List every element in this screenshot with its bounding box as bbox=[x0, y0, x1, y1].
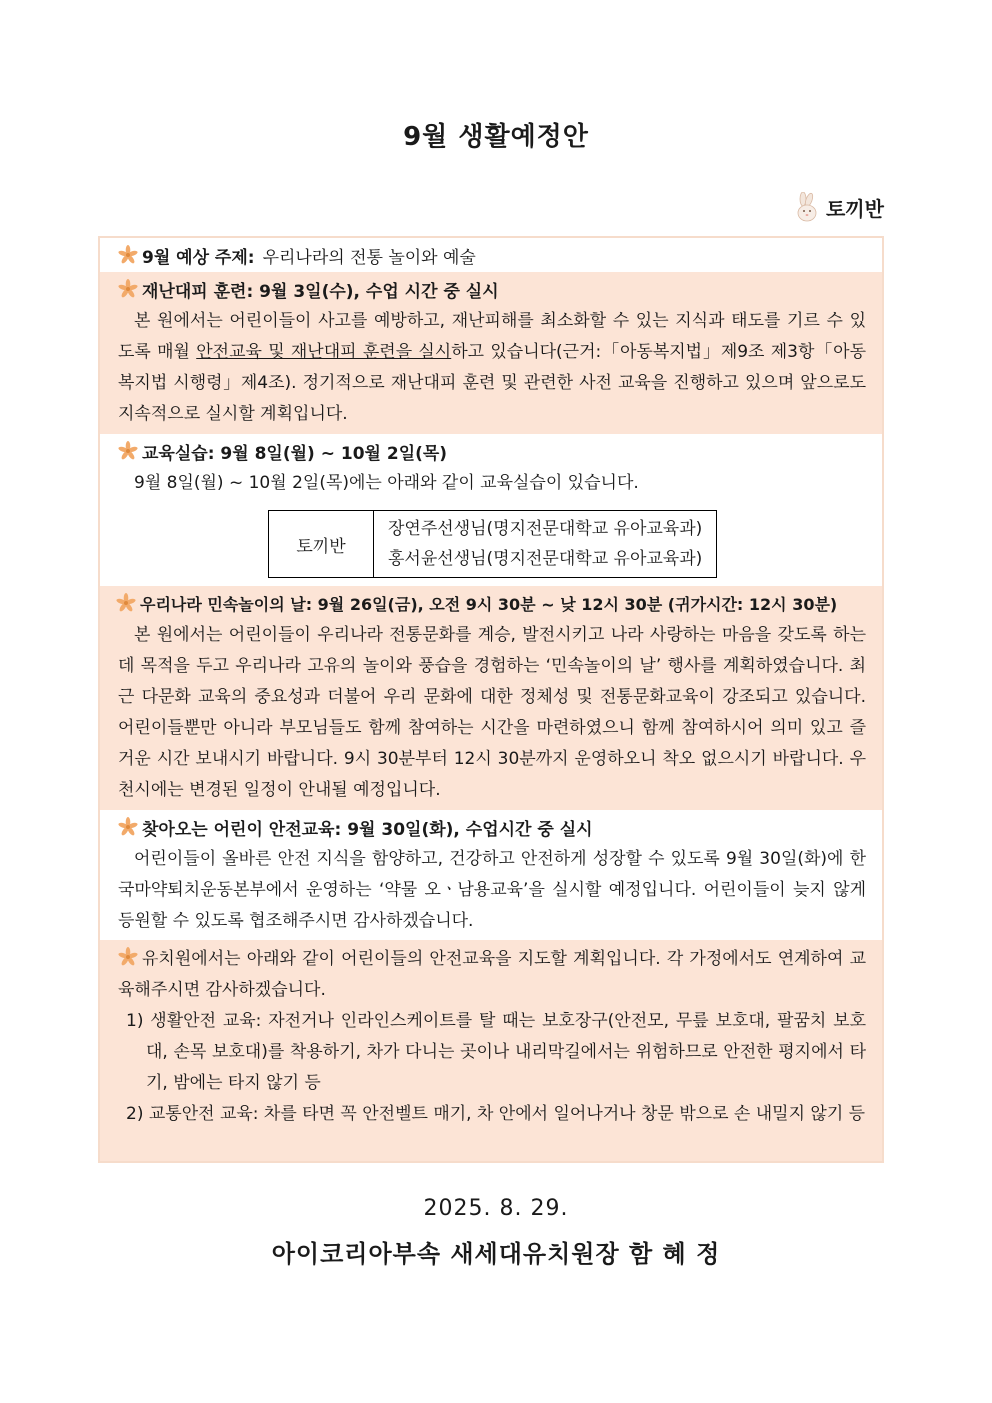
teacher-name: 장연주선생님(명지전문대학교 유아교육과) bbox=[388, 519, 703, 539]
theme-section bbox=[100, 238, 882, 272]
practicum-text: 9월 8일(월) ~ 10월 2일(목)에는 아래와 같이 교육실습이 있습니다. bbox=[134, 473, 639, 493]
safety-plan-section bbox=[100, 940, 882, 1161]
practicum-table bbox=[268, 510, 717, 578]
issue-date: 2025. 8. 29. bbox=[423, 1196, 569, 1221]
folk-day-text: 본 원에서는 어린이들이 우리나라 전통문화를 계승, 발전시키고 나라 사랑하는 마음을 갖도록 하는데 목적을 두고 우리나라 고유의 놀이와 풍습을 경험하는 ‘민속놀이의 날’ 행사를 계획하였습니다. 최근 다문화 교육의 중요성과 더불어 우리 문화에 대한 정체성 및 전통문화교육이 강조되고 있습니다. 어린이들뿐만 아니라 부모님들도 함께 참여하는 시간을 마련하였으니 함께 참여하시어 의미 있고 즐거운 시간 보내시기 바랍니다. 9시 30분부터 12시 30분까지 운영하오니 착오 없으시기 바랍니다. 우천시에는 변경된 일정이 안내될 예정입니다. bbox=[118, 625, 866, 800]
folk-day-heading: 우리나라 민속놀이의 날: 9월 26일(금), 오전 9시 30분 ~ 낮 12시 30분 (귀가시간: 12시 30분) bbox=[140, 594, 838, 614]
safety-visit-heading: 찾아오는 어린이 안전교육: 9월 30일(화), 수업시간 중 실시 bbox=[142, 819, 593, 840]
disaster-heading: 재난대피 훈련: 9월 3일(수), 수업 시간 중 실시 bbox=[142, 281, 499, 302]
rabbit-icon bbox=[794, 192, 820, 222]
star-icon bbox=[118, 245, 138, 265]
page-title: 9월 생활예정안 bbox=[403, 122, 589, 152]
disaster-text-b: 하고 있습니다(근거:「아동복지법」제9조 제3항「아동복지법 시행령」제4조). 정기적으로 재난대피 훈련 및 관련한 사전 교육을 진행하고 있으며 앞으로도 지속적으로 실시할 계획입니다. bbox=[118, 342, 866, 424]
signature: 아이코리아부속 새세대유치원장 함 혜 정 bbox=[271, 1240, 721, 1268]
practicum-teachers-cell bbox=[374, 511, 717, 578]
star-icon bbox=[116, 593, 136, 613]
practicum-class-cell: 토끼반 bbox=[269, 511, 374, 578]
disaster-section bbox=[100, 272, 882, 434]
folk-day-section bbox=[100, 586, 882, 810]
practicum-section bbox=[100, 434, 882, 586]
safety-plan-intro-text: 유치원에서는 아래와 같이 어린이들의 안전교육을 지도할 계획입니다. 각 가정에서도 연계하여 교육해주시면 감사하겠습니다. bbox=[118, 949, 866, 1000]
theme-label: 9월 예상 주제: bbox=[142, 247, 255, 268]
practicum-heading: 교육실습: 9월 8일(월) ~ 10월 2일(목) bbox=[142, 443, 448, 464]
class-label bbox=[794, 192, 884, 222]
disaster-text-a: 본 원에서는 어린이들이 사고를 예방하고, 재난피해를 최소화할 수 있는 지식과 태도를 기르 수 있도록 매월 bbox=[118, 311, 866, 362]
safety-visit-text: 어린이들이 올바른 안전 지식을 함양하고, 건강하고 안전하게 성장할 수 있도록 9월 30일(화)에 한국마약퇴치운동본부에서 운영하는 ‘약물 오ㆍ남용교육’을 실시할 예정입니다. 어린이들이 늦지 않게 등원할 수 있도록 협조해주시면 감사하겠습니다. bbox=[118, 849, 866, 931]
teacher-name: 홍서윤선생님(명지전문대학교 유아교육과) bbox=[388, 549, 703, 569]
disaster-text bbox=[118, 306, 866, 430]
disaster-text-underlined: 안전교육 및 재난대피 훈련을 실시 bbox=[196, 342, 452, 362]
content-box bbox=[98, 236, 884, 1163]
list-item: 2) 교통안전 교육: 차를 타면 꼭 안전벨트 매기, 차 안에서 일어나거나 창문 밖으로 손 내밀지 않기 등 bbox=[126, 1104, 866, 1124]
star-icon bbox=[118, 947, 138, 967]
safety-visit-section bbox=[100, 810, 882, 940]
star-icon bbox=[118, 279, 138, 299]
star-icon bbox=[118, 441, 138, 461]
safety-plan-intro bbox=[118, 944, 866, 1006]
list-item: 1) 생활안전 교육: 자전거나 인라인스케이트를 탈 때는 보호장구(안전모, 무릎 보호대, 팔꿈치 보호대, 손목 보호대)를 착용하기, 차가 다니는 곳이나 내리막길에서는 위험하므로 안전한 평지에서 타기, 밤에는 타지 않기 등 bbox=[126, 1011, 866, 1093]
star-icon bbox=[118, 817, 138, 837]
theme-value: 우리나라의 전통 놀이와 예술 bbox=[262, 247, 476, 268]
class-name: 토끼반 bbox=[826, 196, 884, 221]
